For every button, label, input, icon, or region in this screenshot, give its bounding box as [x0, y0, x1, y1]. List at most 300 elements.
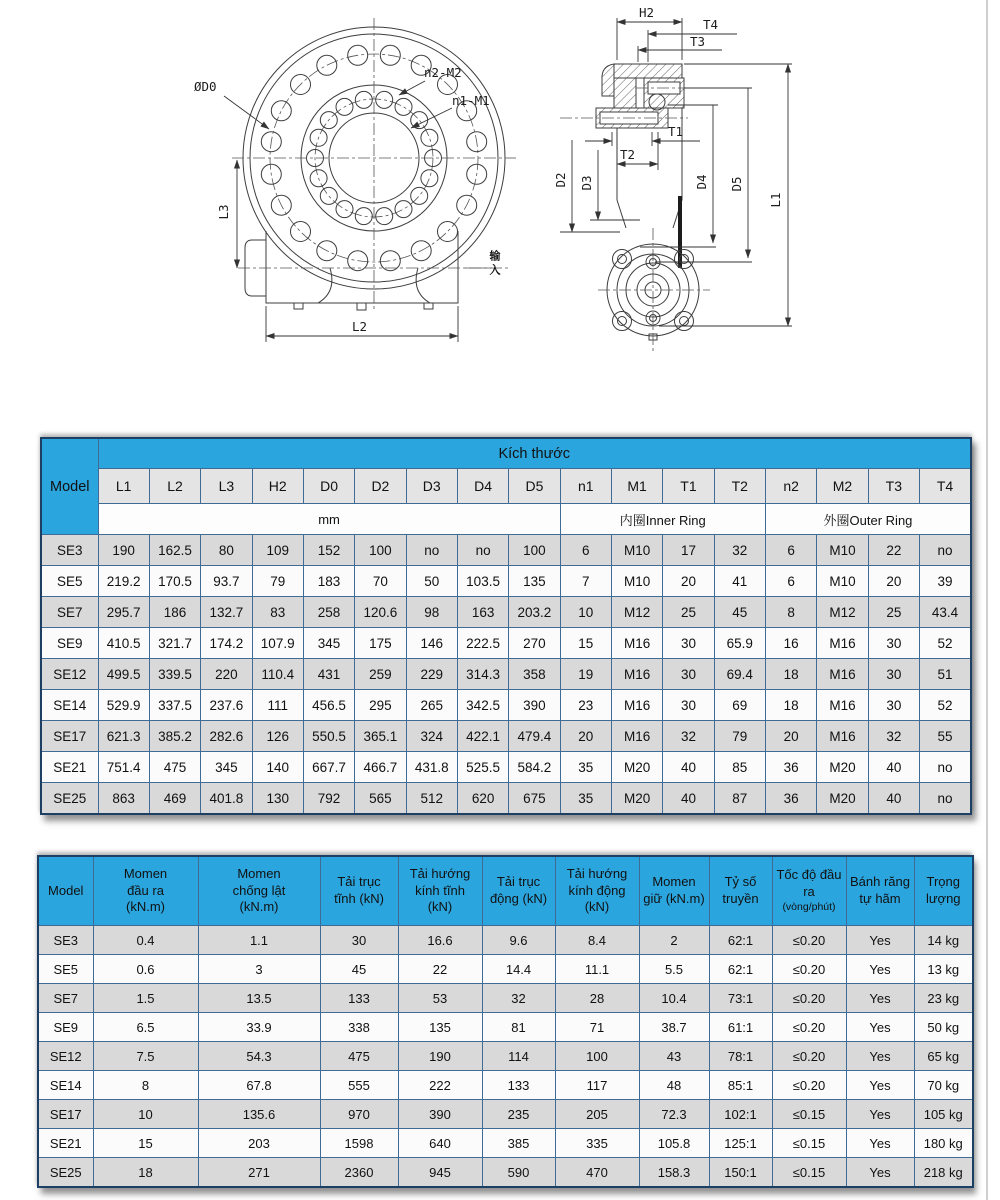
perf-col-8: [709, 856, 772, 926]
perf-cell-6: 48: [639, 1071, 709, 1100]
dim-col-L2: L2: [149, 469, 200, 504]
perf-cell-4: 133: [482, 1071, 555, 1100]
dim-cell-D4: 422.1: [457, 721, 508, 752]
dim-col-L3: L3: [201, 469, 252, 504]
dim-cell-H2: 130: [252, 783, 303, 815]
perf-col-line: kính tĩnh: [415, 882, 465, 898]
perf-col-10: [846, 856, 914, 926]
bolt-hole: [376, 208, 393, 225]
perf-col-line: (kN): [584, 899, 610, 915]
dim-cell-M1: M20: [611, 752, 662, 783]
dim-cell-L1: 219.2: [98, 566, 149, 597]
dim-cell-L1: 295.7: [98, 597, 149, 628]
dim-label-h2: H2: [639, 5, 655, 20]
perf-col-line: Momen: [237, 865, 281, 881]
bolt-hole: [395, 98, 412, 115]
perf-col-line: Bánh răng: [850, 874, 910, 890]
perf-col-line: (kN.m): [239, 899, 279, 915]
perf-row-SE5: [38, 955, 973, 984]
perf-cell-0: 8: [93, 1071, 198, 1100]
perf-model-cell: SE25: [38, 1158, 93, 1188]
dim-cell-M1: M16: [611, 690, 662, 721]
bolt-hole: [438, 222, 458, 242]
perf-cell-4: 81: [482, 1013, 555, 1042]
perf-row-SE3: [38, 926, 973, 955]
perf-cell-7: 62:1: [709, 926, 772, 955]
perf-cell-8: ≤0.20: [772, 926, 846, 955]
dim-model-cell: SE12: [41, 659, 98, 690]
dim-cell-M2: M20: [817, 783, 868, 815]
dim-cell-T4: 39: [920, 566, 972, 597]
dim-cell-D4: 103.5: [457, 566, 508, 597]
perf-cell-5: 100: [555, 1042, 639, 1071]
perf-cell-3: 22: [398, 955, 482, 984]
dim-cell-n1: 35: [560, 783, 611, 815]
dim-label-t1: T1: [668, 124, 684, 139]
perf-cell-6: 158.3: [639, 1158, 709, 1188]
dim-col-D2: D2: [355, 469, 406, 504]
dim-cell-D2: 100: [355, 535, 406, 566]
perf-cell-2: 2360: [320, 1158, 398, 1188]
perf-row-SE17: [38, 1100, 973, 1129]
foot-bolt-right: [424, 303, 433, 309]
perf-cell-2: 45: [320, 955, 398, 984]
perf-col-11: [914, 856, 973, 926]
perf-model-cell: SE5: [38, 955, 93, 984]
dim-cell-D2: 365.1: [355, 721, 406, 752]
bolt-hole: [421, 170, 438, 187]
dim-model-cell: SE25: [41, 783, 98, 815]
dim-cell-T4: 43.4: [920, 597, 972, 628]
dim-cell-D2: 70: [355, 566, 406, 597]
dim-cell-D3: 50: [406, 566, 457, 597]
dim-cell-L2: 162.5: [149, 535, 200, 566]
perf-cell-6: 5.5: [639, 955, 709, 984]
technical-drawing: [0, 0, 1000, 436]
perf-model-cell: SE7: [38, 984, 93, 1013]
dim-col-T4: T4: [920, 469, 972, 504]
dim-label-d2: D2: [553, 172, 568, 188]
perf-cell-9: Yes: [846, 1158, 914, 1188]
dim-model-cell: SE14: [41, 690, 98, 721]
perf-cell-5: 205: [555, 1100, 639, 1129]
perf-cell-10: 105 kg: [914, 1100, 973, 1129]
perf-cell-9: Yes: [846, 984, 914, 1013]
perf-cell-0: 0.4: [93, 926, 198, 955]
dim-cell-T1: 40: [663, 752, 714, 783]
perf-cell-10: 23 kg: [914, 984, 973, 1013]
dim-col-L1: L1: [98, 469, 149, 504]
perf-model-cell: SE14: [38, 1071, 93, 1100]
dim-cell-D0: 183: [303, 566, 354, 597]
dim-cell-T3: 40: [868, 752, 919, 783]
dim-row-SE7: [41, 597, 971, 628]
perf-cell-7: 85:1: [709, 1071, 772, 1100]
dim-cell-D3: 265: [406, 690, 457, 721]
dim-cell-D3: 512: [406, 783, 457, 815]
dim-cell-H2: 126: [252, 721, 303, 752]
dim-cell-D4: 222.5: [457, 628, 508, 659]
dim-cell-T4: no: [920, 752, 972, 783]
dim-cell-T3: 30: [868, 628, 919, 659]
perf-cell-1: 135.6: [198, 1100, 320, 1129]
perf-cell-7: 102:1: [709, 1100, 772, 1129]
dim-cell-L2: 170.5: [149, 566, 200, 597]
perf-cell-4: 385: [482, 1129, 555, 1158]
dim-cell-n1: 15: [560, 628, 611, 659]
dim-title-row: [41, 438, 971, 469]
bolt-hole: [421, 129, 438, 146]
perf-col-line: (vòng/phút): [782, 901, 836, 914]
perf-cell-2: 1598: [320, 1129, 398, 1158]
bolt-hole: [317, 55, 337, 75]
perf-cell-7: 61:1: [709, 1013, 772, 1042]
dim-row-SE9: [41, 628, 971, 659]
dim-cell-D0: 792: [303, 783, 354, 815]
perf-cell-6: 10.4: [639, 984, 709, 1013]
dim-cell-T1: 30: [663, 690, 714, 721]
perf-cell-10: 180 kg: [914, 1129, 973, 1158]
dim-cell-T1: 40: [663, 783, 714, 815]
perf-cell-9: Yes: [846, 926, 914, 955]
dim-cell-L3: 174.2: [201, 628, 252, 659]
perf-col-3: [320, 856, 398, 926]
dim-cell-T3: 32: [868, 721, 919, 752]
dim-cell-D2: 259: [355, 659, 406, 690]
dim-cell-D5: 479.4: [509, 721, 560, 752]
perf-cell-2: 970: [320, 1100, 398, 1129]
dim-label-od0: ØD0: [194, 79, 217, 94]
dim-col-T1: T1: [663, 469, 714, 504]
perf-cell-1: 54.3: [198, 1042, 320, 1071]
dim-cell-L2: 186: [149, 597, 200, 628]
perf-col-line: chống lật: [232, 882, 286, 898]
dim-cell-n1: 19: [560, 659, 611, 690]
dim-label-d5: D5: [729, 176, 744, 192]
dim-cell-n1: 20: [560, 721, 611, 752]
perf-cell-4: 590: [482, 1158, 555, 1188]
perf-row-SE25: [38, 1158, 973, 1188]
perf-col-5: [482, 856, 555, 926]
inner-ring-header: 内圈Inner Ring: [560, 504, 765, 535]
perf-cell-10: 65 kg: [914, 1042, 973, 1071]
perf-col-line: Momen: [123, 865, 168, 881]
perf-cell-0: 18: [93, 1158, 198, 1188]
perf-cell-8: ≤0.15: [772, 1100, 846, 1129]
perf-cell-6: 43: [639, 1042, 709, 1071]
dim-cell-H2: 109: [252, 535, 303, 566]
dim-cell-D2: 565: [355, 783, 406, 815]
gusset-left: [318, 268, 332, 303]
dim-cell-n1: 23: [560, 690, 611, 721]
dim-cell-D0: 456.5: [303, 690, 354, 721]
perf-row-SE7: [38, 984, 973, 1013]
dim-cell-D0: 258: [303, 597, 354, 628]
dim-model-header: Model: [41, 438, 98, 535]
dim-cell-L3: 93.7: [201, 566, 252, 597]
perf-cell-0: 7.5: [93, 1042, 198, 1071]
dim-cell-H2: 110.4: [252, 659, 303, 690]
dim-cell-T2: 79: [714, 721, 765, 752]
dim-cell-D0: 345: [303, 628, 354, 659]
perf-cell-4: 14.4: [482, 955, 555, 984]
perf-cell-9: Yes: [846, 1100, 914, 1129]
dim-label-t3: T3: [690, 34, 706, 49]
dim-cell-T2: 69.4: [714, 659, 765, 690]
dim-columns-row: [41, 469, 971, 504]
dim-cell-H2: 83: [252, 597, 303, 628]
perf-col-line: động (kN): [489, 891, 548, 906]
dim-cell-M1: M16: [611, 659, 662, 690]
section-left-wall: [614, 78, 636, 108]
dim-cell-T3: 20: [868, 566, 919, 597]
perf-cell-1: 13.5: [198, 984, 320, 1013]
perf-col-line: Tốc độ đầu: [776, 867, 842, 883]
dim-cell-L1: 529.9: [98, 690, 149, 721]
perf-cell-7: 62:1: [709, 955, 772, 984]
dim-cell-T2: 65.9: [714, 628, 765, 659]
dim-cell-n2: 8: [765, 597, 816, 628]
dim-cell-T1: 25: [663, 597, 714, 628]
dim-col-n1: n1: [560, 469, 611, 504]
perf-col-9: [772, 856, 846, 926]
perf-col-2: [198, 856, 320, 926]
dim-row-SE12: [41, 659, 971, 690]
dim-cell-T3: 40: [868, 783, 919, 815]
dim-cell-D5: 270: [509, 628, 560, 659]
perf-cell-1: 3: [198, 955, 320, 984]
dim-cell-M2: M16: [817, 721, 868, 752]
perf-col-line: (kN.m): [126, 899, 165, 915]
dim-cell-D4: 620: [457, 783, 508, 815]
perf-cell-8: ≤0.20: [772, 1013, 846, 1042]
section-top-flange: [614, 64, 682, 78]
dim-cell-T4: no: [920, 535, 972, 566]
dim-cell-D5: 203.2: [509, 597, 560, 628]
perf-cell-0: 10: [93, 1100, 198, 1129]
perf-cell-7: 73:1: [709, 984, 772, 1013]
dim-cell-D0: 550.5: [303, 721, 354, 752]
dim-cell-n2: 16: [765, 628, 816, 659]
dim-cell-M2: M10: [817, 535, 868, 566]
dim-cell-L3: 282.6: [201, 721, 252, 752]
bottom-plug: [357, 303, 366, 310]
bolt-hole: [411, 187, 428, 204]
dim-row-SE3: [41, 535, 971, 566]
dim-cell-D3: 324: [406, 721, 457, 752]
dim-units-row: [41, 504, 971, 535]
perf-cell-3: 190: [398, 1042, 482, 1071]
dim-row-SE17: [41, 721, 971, 752]
dim-cell-n2: 20: [765, 721, 816, 752]
perf-cell-1: 67.8: [198, 1071, 320, 1100]
dim-cell-D4: 342.5: [457, 690, 508, 721]
dim-cell-n2: 6: [765, 566, 816, 597]
dim-cell-T3: 30: [868, 659, 919, 690]
perf-row-SE12: [38, 1042, 973, 1071]
dim-label-l1: L1: [768, 192, 783, 208]
perf-row-SE9: [38, 1013, 973, 1042]
perf-cell-1: 203: [198, 1129, 320, 1158]
perf-col-line: Momen: [652, 874, 696, 890]
dim-cell-n2: 36: [765, 783, 816, 815]
dim-cell-L3: 345: [201, 752, 252, 783]
perf-model-cell: SE12: [38, 1042, 93, 1071]
perf-cell-2: 475: [320, 1042, 398, 1071]
perf-cell-3: 53: [398, 984, 482, 1013]
perf-col-line: giữ (kN.m): [643, 891, 705, 906]
dim-cell-D2: 295: [355, 690, 406, 721]
dim-cell-n2: 18: [765, 659, 816, 690]
perf-cell-9: Yes: [846, 1042, 914, 1071]
perf-col-line: ra: [803, 884, 815, 900]
dim-label-d4: D4: [694, 174, 709, 190]
bolt-hole: [271, 101, 291, 121]
perf-cell-5: 71: [555, 1013, 639, 1042]
dim-cell-T1: 30: [663, 659, 714, 690]
leader-n2m2: [399, 81, 425, 95]
perf-col-line: lượng: [925, 891, 961, 906]
perf-cell-8: ≤0.20: [772, 984, 846, 1013]
perf-col-line: Tải trục: [496, 874, 541, 890]
leader-od0: [224, 96, 269, 129]
section-corner: [602, 64, 614, 96]
dim-cell-T1: 30: [663, 628, 714, 659]
perf-col-0: [38, 856, 93, 926]
dim-col-n2: n2: [765, 469, 816, 504]
dim-cell-L3: 237.6: [201, 690, 252, 721]
perf-cell-5: 28: [555, 984, 639, 1013]
perf-cell-9: Yes: [846, 1013, 914, 1042]
dim-cell-D0: 667.7: [303, 752, 354, 783]
dim-cell-M2: M16: [817, 659, 868, 690]
dim-cell-L2: 469: [149, 783, 200, 815]
dim-cell-L3: 80: [201, 535, 252, 566]
dim-cell-D3: 431.8: [406, 752, 457, 783]
dim-row-SE5: [41, 566, 971, 597]
perf-cell-8: ≤0.15: [772, 1129, 846, 1158]
dim-cell-D5: 135: [509, 566, 560, 597]
dim-cell-L1: 190: [98, 535, 149, 566]
dim-row-SE25: [41, 783, 971, 815]
perf-row-SE14: [38, 1071, 973, 1100]
perf-cell-5: 470: [555, 1158, 639, 1188]
perf-cell-10: 14 kg: [914, 926, 973, 955]
perf-cell-9: Yes: [846, 955, 914, 984]
perf-col-line: đầu ra: [127, 882, 164, 898]
dim-cell-L1: 621.3: [98, 721, 149, 752]
perf-cell-5: 335: [555, 1129, 639, 1158]
dim-cell-D0: 431: [303, 659, 354, 690]
dim-model-cell: SE9: [41, 628, 98, 659]
dim-cell-H2: 79: [252, 566, 303, 597]
perf-col-line: Tỷ số: [724, 874, 757, 890]
perf-cell-3: 640: [398, 1129, 482, 1158]
perf-cell-2: 133: [320, 984, 398, 1013]
bolt-hole: [355, 208, 372, 225]
perf-cell-2: 338: [320, 1013, 398, 1042]
perf-cell-3: 16.6: [398, 926, 482, 955]
dim-cell-D4: 525.5: [457, 752, 508, 783]
perf-cell-3: 390: [398, 1100, 482, 1129]
dim-col-D0: D0: [303, 469, 354, 504]
dim-cell-D4: 163: [457, 597, 508, 628]
dim-label-l3: L3: [216, 204, 231, 220]
dim-cell-D3: 229: [406, 659, 457, 690]
dim-cell-M2: M16: [817, 628, 868, 659]
dim-cell-T2: 69: [714, 690, 765, 721]
perf-cell-1: 33.9: [198, 1013, 320, 1042]
dim-cell-H2: 111: [252, 690, 303, 721]
perf-cell-6: 72.3: [639, 1100, 709, 1129]
perf-col-line: Tải hướng: [566, 865, 628, 881]
dimensions-table: [40, 437, 972, 815]
dim-table-title: Kích thước: [98, 438, 971, 469]
side-view: [553, 5, 792, 352]
perf-cell-0: 15: [93, 1129, 198, 1158]
perf-col-line: Trọng: [926, 874, 960, 890]
bolt-hole: [376, 91, 393, 108]
dim-cell-L3: 132.7: [201, 597, 252, 628]
dim-cell-T2: 32: [714, 535, 765, 566]
dim-cell-n1: 35: [560, 752, 611, 783]
dim-model-cell: SE7: [41, 597, 98, 628]
dim-label-t2: T2: [620, 147, 636, 162]
perf-col-line: Model: [48, 882, 84, 898]
dim-cell-T4: no: [920, 783, 972, 815]
gusset-right: [416, 268, 430, 303]
dim-cell-T2: 85: [714, 752, 765, 783]
dim-cell-L2: 475: [149, 752, 200, 783]
bolt-hole: [395, 201, 412, 218]
dim-col-D5: D5: [509, 469, 560, 504]
dim-cell-D2: 175: [355, 628, 406, 659]
housing-outline: [266, 231, 458, 303]
dim-cell-T2: 87: [714, 783, 765, 815]
dim-cell-M1: M10: [611, 566, 662, 597]
dim-cell-H2: 107.9: [252, 628, 303, 659]
perf-col-line: truyền: [722, 891, 759, 906]
dim-cell-D0: 152: [303, 535, 354, 566]
perf-col-line: Tải trục: [337, 874, 381, 890]
dim-label-n2m2: n2-M2: [424, 65, 462, 80]
dim-label-t4: T4: [703, 17, 719, 32]
dim-col-T2: T2: [714, 469, 765, 504]
dim-cell-L2: 385.2: [149, 721, 200, 752]
perf-model-cell: SE9: [38, 1013, 93, 1042]
dim-cell-n1: 7: [560, 566, 611, 597]
perf-model-cell: SE3: [38, 926, 93, 955]
dim-cell-T1: 32: [663, 721, 714, 752]
perf-cell-3: 222: [398, 1071, 482, 1100]
perf-cell-7: 125:1: [709, 1129, 772, 1158]
dim-cell-T2: 45: [714, 597, 765, 628]
dim-cell-n1: 10: [560, 597, 611, 628]
dim-col-D4: D4: [457, 469, 508, 504]
perf-cell-8: ≤0.20: [772, 1071, 846, 1100]
dim-cell-L1: 863: [98, 783, 149, 815]
perf-col-line: (kN): [427, 899, 453, 915]
perf-col-4: [398, 856, 482, 926]
bolt-hole: [411, 112, 428, 129]
dim-col-H2: H2: [252, 469, 303, 504]
dim-cell-M1: M16: [611, 628, 662, 659]
perf-cell-8: ≤0.20: [772, 955, 846, 984]
dim-cell-D5: 584.2: [509, 752, 560, 783]
dim-col-M2: M2: [817, 469, 868, 504]
dim-cell-T4: 52: [920, 690, 972, 721]
dim-cell-M1: M12: [611, 597, 662, 628]
